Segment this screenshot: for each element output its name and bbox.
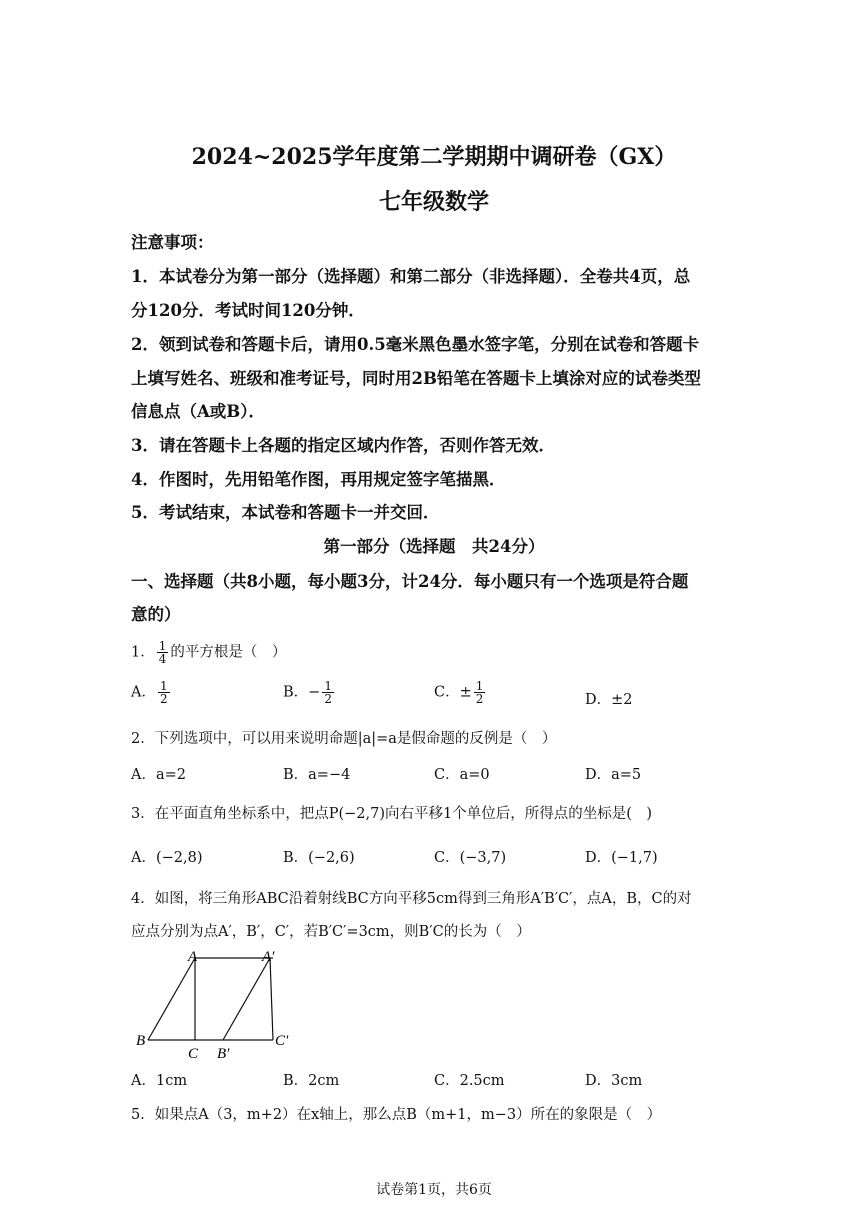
q3-option-a[interactable]: A．(−2,8) <box>131 850 203 866</box>
side-ab <box>148 958 195 1040</box>
notice-line: 5．考试结束，本试卷和答题卡一并交回． <box>131 503 440 522</box>
exam-title: 2024~2025学年度第二学期期中调研卷（GX） <box>191 144 677 170</box>
label-c: C <box>188 1046 199 1062</box>
q2-option-a[interactable]: A．a=2 <box>131 767 186 783</box>
notice-line: 4．作图时，先用铅笔作图，再用规定签字笔描黑． <box>131 470 506 489</box>
question-4: 4．如图，将三角形ABC沿着射线BC方向平移5cm得到三角形A′B′C′，点A，B，C的对 <box>131 891 692 907</box>
q3-option-b[interactable]: B．(−2,6) <box>283 850 355 866</box>
part1-heading: 第一部分（选择题 共24分） <box>323 537 545 556</box>
translation-figure <box>128 948 308 1063</box>
section-instructions: 一、选择题（共8小题，每小题3分，计24分．每小题只有一个选项是符合题 <box>131 572 689 591</box>
exam-subtitle: 七年级数学 <box>378 189 489 215</box>
q2-option-c[interactable]: C．a=0 <box>434 767 490 783</box>
label-c-prime: C′ <box>275 1033 289 1049</box>
question-1: 1． $\frac{1}{4}$ 的平方根是（ ） <box>131 639 287 666</box>
notice-line: 上填写姓名、班级和准考证号，同时用2B铅笔在答题卡上填涂对应的试卷类型 <box>131 369 701 388</box>
q2-option-d[interactable]: D．a=5 <box>585 767 642 783</box>
q4-option-c[interactable]: C．2.5cm <box>434 1073 505 1089</box>
notice-line: 分120分．考试时间120分钟． <box>131 301 365 320</box>
question-5: 5．如果点A（3，m+2）在x轴上，那么点B（m+1，m−3）所在的象限是（ ） <box>131 1107 662 1123</box>
notice-heading: 注意事项： <box>131 233 214 252</box>
notice-line: 3．请在答题卡上各题的指定区域内作答，否则作答无效． <box>131 436 555 455</box>
page-footer: 试卷第1页，共6页 <box>376 1182 492 1198</box>
label-b: B <box>136 1033 146 1049</box>
label-b-prime: B′ <box>217 1046 230 1062</box>
q1-option-b[interactable]: B．− $\frac{1}{2}$ <box>283 679 332 706</box>
question-3: 3．在平面直角坐标系中，把点P(−2,7)向右平移1个单位后，所得点的坐标是( ) <box>131 806 653 822</box>
section-instructions-cont: 意的） <box>131 605 181 624</box>
q1-option-c[interactable]: C．± $\frac{1}{2}$ <box>434 679 484 706</box>
q1-option-d[interactable]: D．±2 <box>585 692 633 708</box>
q3-option-d[interactable]: D．(−1,7) <box>585 850 658 866</box>
question-2: 2．下列选项中，可以用来说明命题|a|=a是假命题的反例是（ ） <box>131 731 557 747</box>
q2-option-b[interactable]: B．a=−4 <box>283 767 351 783</box>
label-a: A <box>188 949 198 965</box>
side-a1b1 <box>223 958 270 1040</box>
q4-option-d[interactable]: D．3cm <box>585 1073 643 1089</box>
label-a-prime: A′ <box>262 949 275 965</box>
q3-option-c[interactable]: C．(−3,7) <box>434 850 507 866</box>
notice-line: 信息点（A或B）． <box>131 402 265 421</box>
q1-option-a[interactable]: A． $\frac{1}{2}$ <box>131 679 168 706</box>
q4-option-a[interactable]: A．1cm <box>131 1073 188 1089</box>
notice-line: 2．领到试卷和答题卡后，请用0.5毫米黑色墨水签字笔，分别在试卷和答题卡 <box>131 335 700 354</box>
q4-option-b[interactable]: B．2cm <box>283 1073 340 1089</box>
side-a1c1 <box>270 958 273 1040</box>
notice-line: 1．本试卷分为第一部分（选择题）和第二部分（非选择题）．全卷共4页，总 <box>131 267 691 286</box>
question-4-cont: 应点分别为点A′，B′，C′，若B′C′=3cm，则B′C的长为（ ） <box>131 924 531 940</box>
